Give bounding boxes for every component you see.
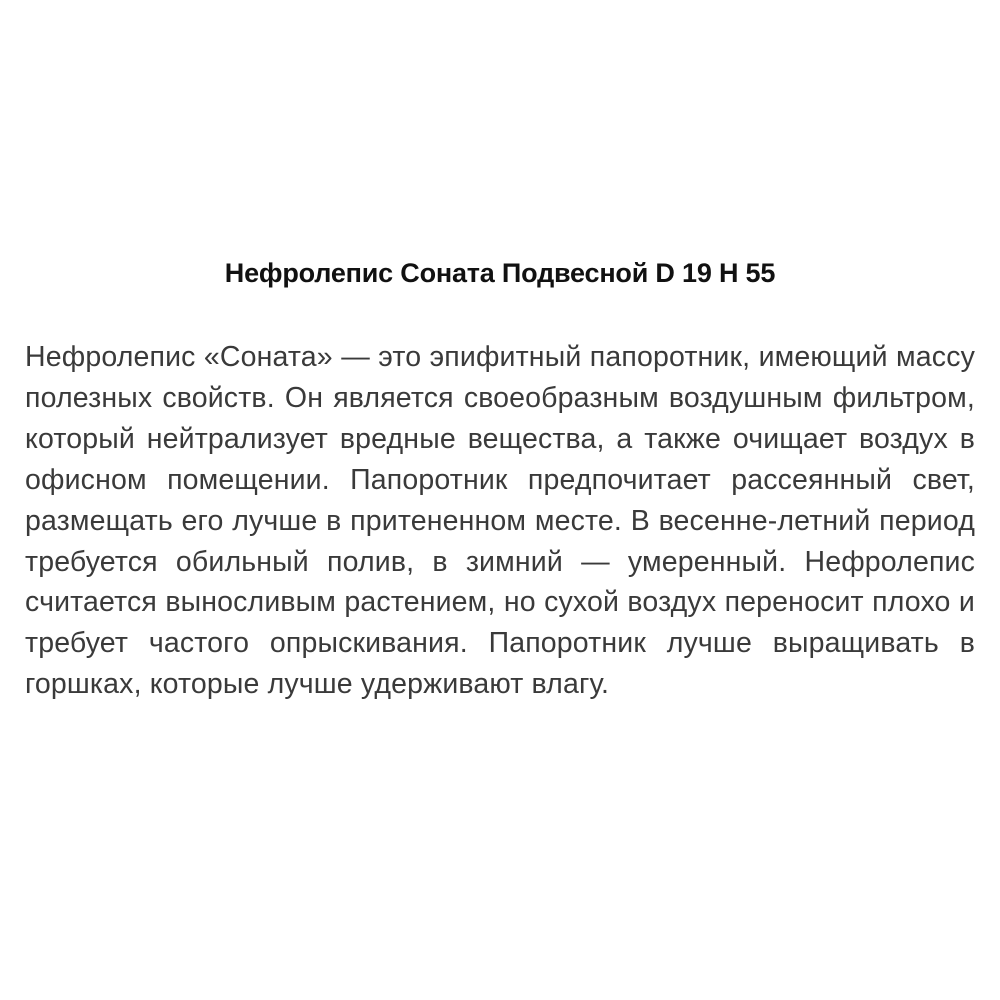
product-title: Нефролепис Соната Подвесной D 19 H 55 [224,258,776,288]
product-description: Нефролепис «Соната» — это эпифитный папоротник, имеющий массу полезных свойств. Он является своеобразным воздушным фильтром, который нейтрализует вредные вещества, а также очищает воздух в офисном помещении. Папоротник предпочитает рассеянный свет, размещать его лучше в притененном месте. В весенне-летний период требуется обильный полив, в зимний — умеренный. Нефролепис считается выносливым растением, но сухой воздух переносит плохо и требует частого опрыскивания. Папоротник лучше выращивать в горшках, которые лучше удерживают влагу. [25,341,975,701]
